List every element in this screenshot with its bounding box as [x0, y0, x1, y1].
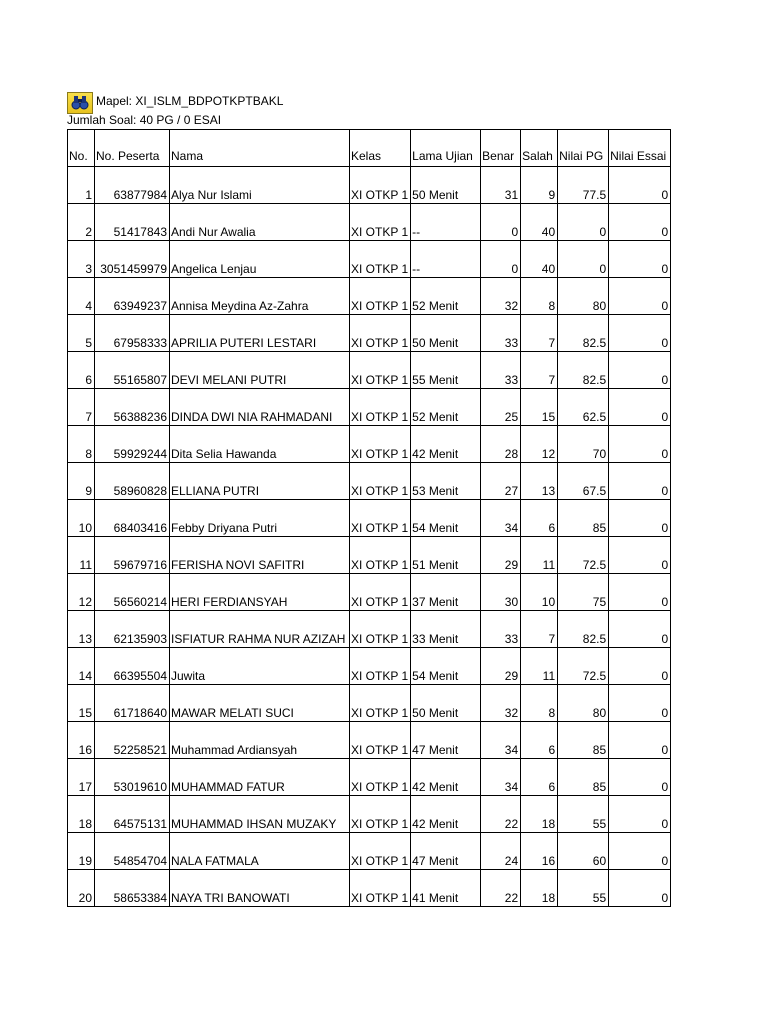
cell-nilai-essai: 0 [609, 574, 671, 611]
table-row [68, 167, 671, 204]
cell-nilai-essai: 0 [609, 204, 671, 241]
cell-no-peserta: 3051459979 [95, 241, 170, 278]
cell-salah: 15 [521, 389, 558, 426]
cell-no: 17 [68, 759, 95, 796]
table-row [68, 648, 671, 685]
cell-nilai-pg: 82.5 [558, 315, 609, 352]
column-header-salah: Salah [521, 130, 558, 167]
cell-benar: 22 [481, 796, 521, 833]
cell-lama-ujian: 51 Menit [411, 537, 481, 574]
cell-no-peserta: 52258521 [95, 722, 170, 759]
cell-no: 11 [68, 537, 95, 574]
cell-kelas: XI OTKP 1 [350, 722, 411, 759]
cell-lama-ujian: 50 Menit [411, 167, 481, 204]
cell-salah: 13 [521, 463, 558, 500]
cell-benar: 30 [481, 574, 521, 611]
cell-nilai-essai: 0 [609, 870, 671, 907]
cell-salah: 8 [521, 278, 558, 315]
column-header-lama-ujian: Lama Ujian [411, 130, 481, 167]
cell-kelas: XI OTKP 1 [350, 870, 411, 907]
cell-kelas: XI OTKP 1 [350, 574, 411, 611]
cell-no-peserta: 67958333 [95, 315, 170, 352]
cell-lama-ujian: 53 Menit [411, 463, 481, 500]
cell-no-peserta: 51417843 [95, 204, 170, 241]
cell-nama: ELLIANA PUTRI [170, 463, 350, 500]
cell-kelas: XI OTKP 1 [350, 685, 411, 722]
cell-nilai-essai: 0 [609, 685, 671, 722]
cell-nama: HERI FERDIANSYAH [170, 574, 350, 611]
cell-kelas: XI OTKP 1 [350, 167, 411, 204]
cell-nama: MUHAMMAD FATUR [170, 759, 350, 796]
cell-kelas: XI OTKP 1 [350, 537, 411, 574]
cell-salah: 12 [521, 426, 558, 463]
cell-lama-ujian: 33 Menit [411, 611, 481, 648]
cell-nilai-essai: 0 [609, 315, 671, 352]
cell-benar: 29 [481, 537, 521, 574]
cell-salah: 7 [521, 315, 558, 352]
cell-no-peserta: 58653384 [95, 870, 170, 907]
cell-nilai-pg: 82.5 [558, 611, 609, 648]
cell-kelas: XI OTKP 1 [350, 759, 411, 796]
table-row [68, 870, 671, 907]
cell-benar: 32 [481, 278, 521, 315]
cell-kelas: XI OTKP 1 [350, 796, 411, 833]
cell-nilai-essai: 0 [609, 500, 671, 537]
cell-nama: FERISHA NOVI SAFITRI [170, 537, 350, 574]
cell-benar: 34 [481, 759, 521, 796]
cell-benar: 25 [481, 389, 521, 426]
cell-lama-ujian: -- [411, 204, 481, 241]
cell-kelas: XI OTKP 1 [350, 833, 411, 870]
column-header-nilai-pg: Nilai PG [558, 130, 609, 167]
cell-kelas: XI OTKP 1 [350, 611, 411, 648]
cell-no: 8 [68, 426, 95, 463]
cell-no: 5 [68, 315, 95, 352]
cell-nama: Dita Selia Hawanda [170, 426, 350, 463]
cell-nilai-pg: 77.5 [558, 167, 609, 204]
cell-no-peserta: 68403416 [95, 500, 170, 537]
cell-no-peserta: 61718640 [95, 685, 170, 722]
cell-kelas: XI OTKP 1 [350, 278, 411, 315]
cell-no: 2 [68, 204, 95, 241]
cell-benar: 28 [481, 426, 521, 463]
cell-salah: 6 [521, 759, 558, 796]
cell-no: 1 [68, 167, 95, 204]
cell-nilai-essai: 0 [609, 463, 671, 500]
cell-nilai-essai: 0 [609, 278, 671, 315]
cell-nilai-pg: 85 [558, 722, 609, 759]
cell-salah: 7 [521, 352, 558, 389]
cell-salah: 8 [521, 685, 558, 722]
cell-nama: NAYA TRI BANOWATI [170, 870, 350, 907]
cell-benar: 34 [481, 500, 521, 537]
cell-nilai-pg: 80 [558, 685, 609, 722]
cell-no: 4 [68, 278, 95, 315]
cell-lama-ujian: 42 Menit [411, 426, 481, 463]
cell-no-peserta: 59679716 [95, 537, 170, 574]
cell-nilai-essai: 0 [609, 389, 671, 426]
cell-nama: Angelica Lenjau [170, 241, 350, 278]
table-row [68, 833, 671, 870]
table-row [68, 278, 671, 315]
cell-salah: 11 [521, 537, 558, 574]
cell-nama: ISFIATUR RAHMA NUR AZIZAH [170, 611, 350, 648]
cell-no-peserta: 53019610 [95, 759, 170, 796]
cell-no-peserta: 66395504 [95, 648, 170, 685]
cell-nama: Andi Nur Awalia [170, 204, 350, 241]
cell-nilai-pg: 85 [558, 500, 609, 537]
cell-lama-ujian: 50 Menit [411, 315, 481, 352]
cell-no: 14 [68, 648, 95, 685]
cell-no: 20 [68, 870, 95, 907]
cell-no: 18 [68, 796, 95, 833]
cell-lama-ujian: 47 Menit [411, 722, 481, 759]
cell-lama-ujian: 52 Menit [411, 278, 481, 315]
cell-no: 15 [68, 685, 95, 722]
table-row [68, 426, 671, 463]
cell-kelas: XI OTKP 1 [350, 204, 411, 241]
cell-salah: 18 [521, 870, 558, 907]
cell-no: 9 [68, 463, 95, 500]
cell-nilai-pg: 72.5 [558, 537, 609, 574]
cell-nilai-essai: 0 [609, 648, 671, 685]
table-row [68, 315, 671, 352]
column-header-no: No. [68, 130, 95, 167]
table-row [68, 574, 671, 611]
cell-nilai-essai: 0 [609, 241, 671, 278]
cell-benar: 24 [481, 833, 521, 870]
cell-no: 10 [68, 500, 95, 537]
column-header-nama: Nama [170, 130, 350, 167]
cell-benar: 0 [481, 241, 521, 278]
cell-benar: 29 [481, 648, 521, 685]
cell-benar: 32 [481, 685, 521, 722]
cell-lama-ujian: 54 Menit [411, 648, 481, 685]
cell-nilai-pg: 85 [558, 759, 609, 796]
table-header-row [68, 130, 671, 167]
table-row [68, 204, 671, 241]
cell-salah: 6 [521, 722, 558, 759]
cell-lama-ujian: 50 Menit [411, 685, 481, 722]
cell-no-peserta: 56388236 [95, 389, 170, 426]
table-row [68, 685, 671, 722]
cell-kelas: XI OTKP 1 [350, 241, 411, 278]
cell-no-peserta: 63877984 [95, 167, 170, 204]
cell-no-peserta: 56560214 [95, 574, 170, 611]
cell-nama: Alya Nur Islami [170, 167, 350, 204]
cell-nilai-pg: 67.5 [558, 463, 609, 500]
table-row [68, 463, 671, 500]
column-header-no-peserta: No. Peserta [95, 130, 170, 167]
cell-benar: 27 [481, 463, 521, 500]
cell-nama: MAWAR MELATI SUCI [170, 685, 350, 722]
cell-benar: 33 [481, 611, 521, 648]
cell-lama-ujian: 42 Menit [411, 759, 481, 796]
table-row [68, 241, 671, 278]
results-table [67, 129, 671, 907]
cell-salah: 18 [521, 796, 558, 833]
cell-lama-ujian: 55 Menit [411, 352, 481, 389]
cell-nilai-essai: 0 [609, 759, 671, 796]
cell-lama-ujian: 54 Menit [411, 500, 481, 537]
table-row [68, 722, 671, 759]
cell-nilai-essai: 0 [609, 426, 671, 463]
cell-kelas: XI OTKP 1 [350, 463, 411, 500]
cell-benar: 0 [481, 204, 521, 241]
table-row [68, 611, 671, 648]
table-row [68, 500, 671, 537]
cell-nama: DINDA DWI NIA RAHMADANI [170, 389, 350, 426]
cell-lama-ujian: 37 Menit [411, 574, 481, 611]
cell-nama: NALA FATMALA [170, 833, 350, 870]
cell-salah: 9 [521, 167, 558, 204]
cell-salah: 7 [521, 611, 558, 648]
column-header-kelas: Kelas [350, 130, 411, 167]
cell-lama-ujian: -- [411, 241, 481, 278]
cell-no: 6 [68, 352, 95, 389]
cell-nilai-essai: 0 [609, 537, 671, 574]
cell-nilai-pg: 55 [558, 796, 609, 833]
cell-nama: Annisa Meydina Az-Zahra [170, 278, 350, 315]
cell-benar: 34 [481, 722, 521, 759]
cell-nama: APRILIA PUTERI LESTARI [170, 315, 350, 352]
cell-nilai-essai: 0 [609, 611, 671, 648]
cell-no: 3 [68, 241, 95, 278]
cell-nilai-essai: 0 [609, 352, 671, 389]
cell-lama-ujian: 47 Menit [411, 833, 481, 870]
cell-nilai-pg: 75 [558, 574, 609, 611]
cell-salah: 16 [521, 833, 558, 870]
cell-nama: DEVI MELANI PUTRI [170, 352, 350, 389]
cell-lama-ujian: 41 Menit [411, 870, 481, 907]
cell-nilai-essai: 0 [609, 722, 671, 759]
cell-nilai-essai: 0 [609, 796, 671, 833]
table-row [68, 796, 671, 833]
table-row [68, 352, 671, 389]
cell-salah: 40 [521, 204, 558, 241]
table-row [68, 389, 671, 426]
cell-no-peserta: 62135903 [95, 611, 170, 648]
cell-kelas: XI OTKP 1 [350, 500, 411, 537]
table-row [68, 759, 671, 796]
cell-no: 13 [68, 611, 95, 648]
cell-no: 16 [68, 722, 95, 759]
cell-salah: 6 [521, 500, 558, 537]
mapel-label: Mapel: XI_ISLM_BDPOTKPTBAKL [96, 94, 284, 108]
cell-lama-ujian: 52 Menit [411, 389, 481, 426]
cell-nilai-pg: 70 [558, 426, 609, 463]
binoculars-icon [67, 92, 93, 114]
cell-nama: Juwita [170, 648, 350, 685]
cell-no-peserta: 64575131 [95, 796, 170, 833]
cell-salah: 40 [521, 241, 558, 278]
cell-benar: 33 [481, 315, 521, 352]
cell-nilai-pg: 0 [558, 241, 609, 278]
cell-kelas: XI OTKP 1 [350, 389, 411, 426]
cell-salah: 11 [521, 648, 558, 685]
cell-nilai-pg: 82.5 [558, 352, 609, 389]
cell-salah: 10 [521, 574, 558, 611]
cell-no-peserta: 58960828 [95, 463, 170, 500]
cell-benar: 31 [481, 167, 521, 204]
cell-no: 12 [68, 574, 95, 611]
cell-nilai-essai: 0 [609, 167, 671, 204]
cell-nilai-pg: 62.5 [558, 389, 609, 426]
cell-no-peserta: 59929244 [95, 426, 170, 463]
cell-kelas: XI OTKP 1 [350, 352, 411, 389]
cell-no: 19 [68, 833, 95, 870]
cell-kelas: XI OTKP 1 [350, 315, 411, 352]
cell-no-peserta: 55165807 [95, 352, 170, 389]
cell-nilai-pg: 55 [558, 870, 609, 907]
cell-no: 7 [68, 389, 95, 426]
cell-nama: MUHAMMAD IHSAN MUZAKY [170, 796, 350, 833]
cell-no-peserta: 54854704 [95, 833, 170, 870]
cell-nilai-pg: 60 [558, 833, 609, 870]
table-row [68, 537, 671, 574]
cell-benar: 22 [481, 870, 521, 907]
cell-kelas: XI OTKP 1 [350, 648, 411, 685]
cell-benar: 33 [481, 352, 521, 389]
cell-no-peserta: 63949237 [95, 278, 170, 315]
cell-nama: Muhammad Ardiansyah [170, 722, 350, 759]
cell-lama-ujian: 42 Menit [411, 796, 481, 833]
jumlah-soal-label: Jumlah Soal: 40 PG / 0 ESAI [67, 113, 222, 127]
cell-kelas: XI OTKP 1 [350, 426, 411, 463]
cell-nilai-pg: 72.5 [558, 648, 609, 685]
cell-nilai-essai: 0 [609, 833, 671, 870]
cell-nilai-pg: 80 [558, 278, 609, 315]
column-header-nilai-essai: Nilai Essai [609, 130, 671, 167]
column-header-benar: Benar [481, 130, 521, 167]
cell-nilai-pg: 0 [558, 204, 609, 241]
cell-nama: Febby Driyana Putri [170, 500, 350, 537]
